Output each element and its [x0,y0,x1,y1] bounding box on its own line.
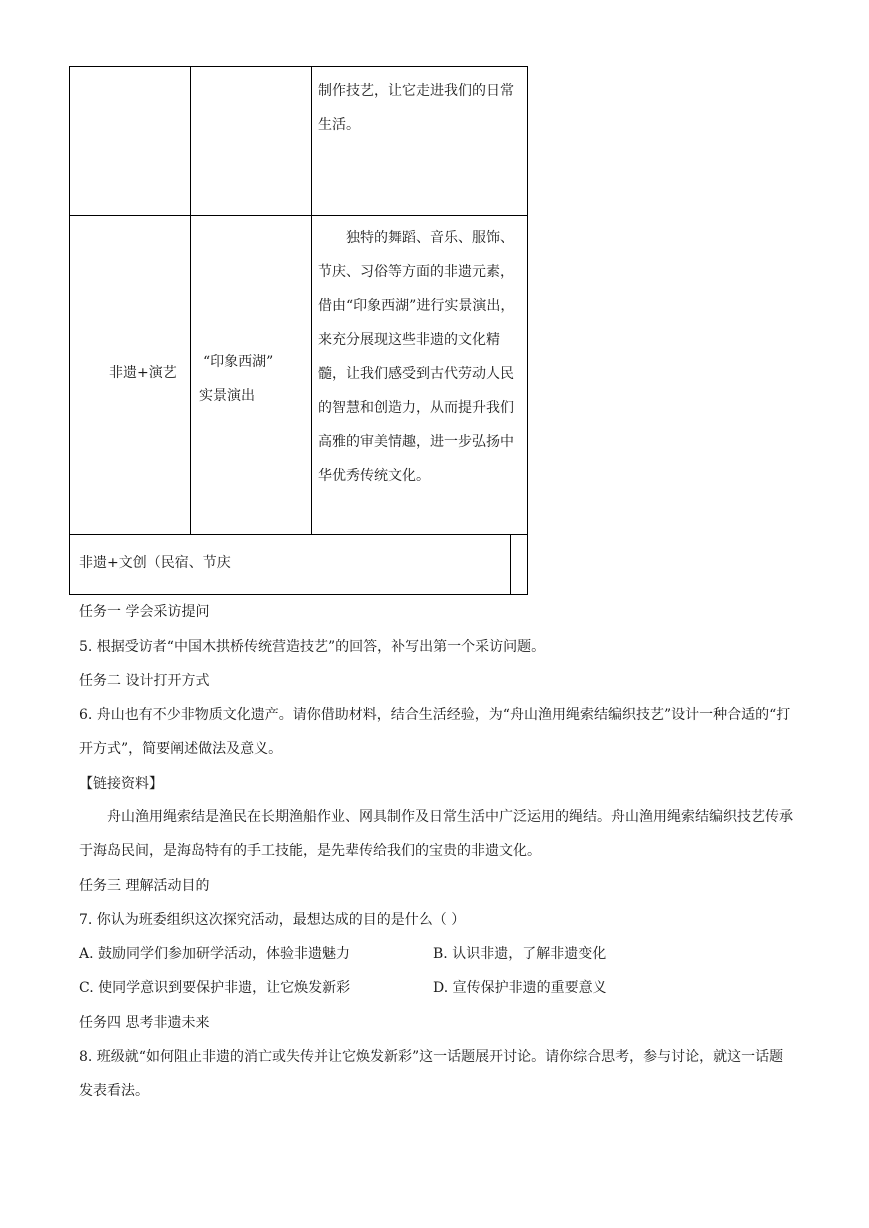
option-b: B. 认识非遗，了解非遗变化 [433,946,607,962]
table-row2-content: 独特的舞蹈、音乐、服饰、节庆、习俗等方面的非遗元素，借由“印象西湖”进行实景演出，来充分展现这些非遗的文化精髓，让我们感受到古代劳动人民的智慧和创造力，从而提升我们高雅的审美情趣，进一步弘扬中华优秀传统文化。 [318,230,515,484]
question-8: 8. 班级就“如何阻止非遗的消亡或失传并让它焕发新彩”这一话题展开讨论。请你综合思考，参与讨论，就这一话题发表看法。 [79,1049,784,1099]
question-7: 7. 你认为班委组织这次探究活动，最想达成的目的是什么（ ） [79,912,466,928]
task3-title: 任务三 理解活动目的 [79,878,210,894]
table-divider-row3-col [510,534,511,595]
table-row2-example-line2: 实景演出 [199,388,255,404]
table-row3-category: 非遗+文创（民宿、节庆 [79,555,231,571]
task2-title: 任务二 设计打开方式 [79,673,210,689]
table-row2-category: 非遗+演艺 [109,365,177,381]
activity-table [69,66,528,595]
table-border-top [69,66,528,67]
option-d: D. 宣传保护非遗的重要意义 [433,980,607,996]
option-a: A. 鼓励同学们参加研学活动，体验非遗魅力 [79,946,351,962]
table-divider-col1 [190,66,191,535]
table-row2-example-line1: “印象西湖” [203,354,274,370]
link-material-text: 舟山渔用绳索结是渔民在长期渔船作业、网具制作及日常生活中广泛运用的绳结。舟山渔用绳索结编织技艺传承于海岛民间，是海岛特有的手工技能，是先辈传给我们的宝贵的非遗文化。 [79,809,793,859]
table-border-bottom [69,594,528,595]
table-divider-row2 [69,534,528,535]
question-6: 6. 舟山也有不少非物质文化遗产。请你借助材料，结合生活经验，为“舟山渔用绳索结编织技艺”设计一种合适的“打开方式”，简要阐述做法及意义。 [79,707,791,757]
table-border-right [527,66,528,595]
link-material-title: 【链接资料】 [79,776,163,792]
question-5: 5. 根据受访者“中国木拱桥传统营造技艺”的回答，补写出第一个采访问题。 [79,639,546,655]
task1-title: 任务一 学会采访提问 [79,604,210,620]
table-border-left [69,66,70,595]
task4-title: 任务四 思考非遗未来 [79,1015,210,1031]
table-row2-example [199,345,309,413]
table-divider-col2 [311,66,312,535]
table-row1-content: 制作技艺，让它走进我们的日常生活。 [318,83,514,133]
option-c: C. 使同学意识到要保护非遗，让它焕发新彩 [79,980,351,996]
table-divider-row1 [69,215,528,216]
